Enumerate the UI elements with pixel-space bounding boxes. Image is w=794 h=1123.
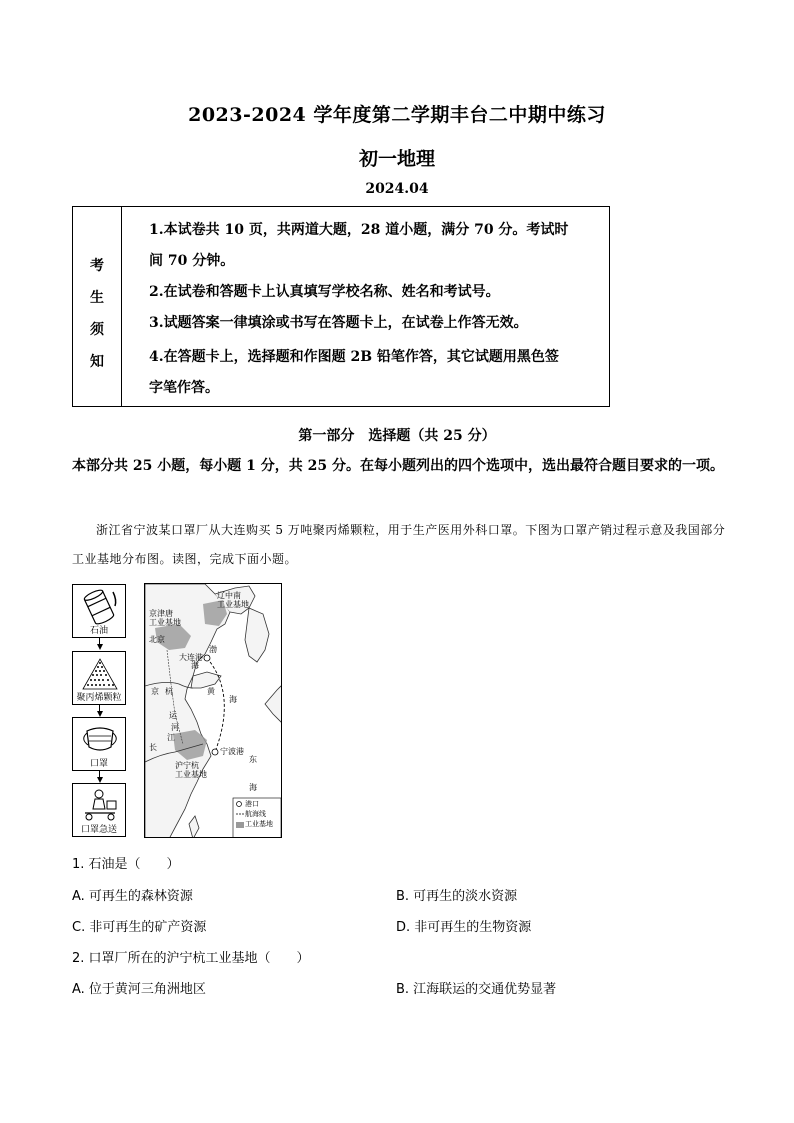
question-material: 浙江省宁波某口罩厂从大连购买 5 万吨聚丙烯颗粒，用于生产医用外科口罩。下图为口罩产销过程示意及我国部分工业基地分布图。读图，完成下面小题。: [72, 523, 726, 566]
delivery-scooter-icon: [79, 787, 121, 825]
face-mask-icon: [79, 721, 121, 759]
question-1-stem: 1. 石油是（ ）: [72, 857, 180, 872]
notice-label-char: 知: [90, 354, 104, 370]
exam-subject: 初一地理: [358, 148, 435, 170]
question-1-option-d[interactable]: D. 非可再生的生物资源: [396, 920, 532, 935]
question-2-stem: 2. 口罩厂所在的沪宁杭工业基地（ ）: [72, 951, 310, 966]
notice-items: [149, 215, 604, 404]
map-label: 黄: [207, 687, 215, 696]
flow-step-oil: [72, 584, 126, 638]
flow-step-mask: [72, 717, 126, 771]
map-labels: [145, 584, 282, 838]
exam-title: 2023-2024 学年度第二学期丰台二中期中练习: [188, 104, 606, 126]
notice-line: 1.本试卷共 10 页，共两道大题，28 道小题，满分 70 分。考试时: [149, 222, 569, 238]
legend-port-label: 港口: [245, 800, 259, 808]
question-2-option-a[interactable]: A. 位于黄河三角洲地区: [72, 982, 206, 997]
flow-arrow-icon: [97, 644, 103, 650]
flow-step-delivery: [72, 783, 126, 837]
notice-line: 间 70 分钟。: [149, 253, 235, 269]
map-label: 工业基地: [175, 770, 207, 779]
flow-step-polypropylene: [72, 651, 126, 705]
flow-step-label: 口罩: [89, 759, 108, 769]
map-label: 辽中南: [217, 591, 241, 600]
exam-date: 2024.04: [365, 181, 429, 197]
notice-line: 3.试题答案一律填涂或书写在答题卡上，在试卷上作答无效。: [149, 315, 528, 331]
map-label: 京津唐: [149, 609, 173, 618]
exam-notice-box: [72, 206, 610, 407]
flow-step-label: 石油: [89, 626, 108, 636]
map-label: 工业基地: [149, 618, 181, 627]
map-label: 北京: [149, 635, 165, 644]
map-label: 大连港: [179, 653, 203, 662]
notice-label-column: [73, 207, 122, 406]
question-1-option-c[interactable]: C. 非可再生的矿产资源: [72, 920, 207, 935]
question-2-option-b[interactable]: B. 江海联运的交通优势显著: [396, 982, 557, 997]
question-1-option-b[interactable]: B. 可再生的淡水资源: [396, 889, 518, 904]
map-label: 长: [149, 743, 157, 752]
notice-label-char: 须: [90, 322, 104, 338]
notice-line: 2.在试卷和答题卡上认真填写学校名称、姓名和考试号。: [149, 284, 500, 300]
oil-barrel-icon: [79, 588, 121, 626]
section-title: 第一部分 选择题（共 25 分）: [298, 428, 496, 444]
map-label: 沪宁杭: [175, 761, 199, 770]
legend-base-label: 工业基地: [245, 820, 273, 828]
notice-line: 4.在答题卡上，选择题和作图题 2B 铅笔作答，其它试题用黑色签: [149, 349, 559, 365]
notice-label-char: 生: [90, 290, 104, 306]
industrial-base-map: [144, 583, 282, 838]
map-label: 杭: [165, 687, 173, 696]
map-label: 宁波港: [220, 747, 244, 756]
notice-label-char: 考: [90, 258, 104, 274]
flow-step-label: 聚丙烯颗粒: [76, 693, 122, 703]
legend-route-label: 航海线: [245, 810, 266, 818]
flow-step-label: 口罩急送: [80, 825, 117, 835]
map-label: 工业基地: [217, 600, 249, 609]
notice-line: 字笔作答。: [149, 380, 219, 396]
granule-pile-icon: [79, 655, 121, 693]
map-label: 东: [249, 755, 257, 764]
map-label: 海: [249, 783, 257, 792]
map-label: 海: [191, 661, 199, 670]
map-label: 京: [151, 687, 159, 696]
question-1-option-a[interactable]: A. 可再生的森林资源: [72, 889, 193, 904]
section-intro: 本部分共 25 小题，每小题 1 分，共 25 分。在每小题列出的四个选项中，选出最符合题目要求的一项。: [72, 458, 724, 474]
map-label: 渤: [209, 645, 217, 654]
map-label: 海: [229, 695, 237, 704]
map-label: 江: [167, 733, 175, 742]
map-label: 运: [169, 711, 177, 720]
map-label: 河: [171, 723, 179, 732]
